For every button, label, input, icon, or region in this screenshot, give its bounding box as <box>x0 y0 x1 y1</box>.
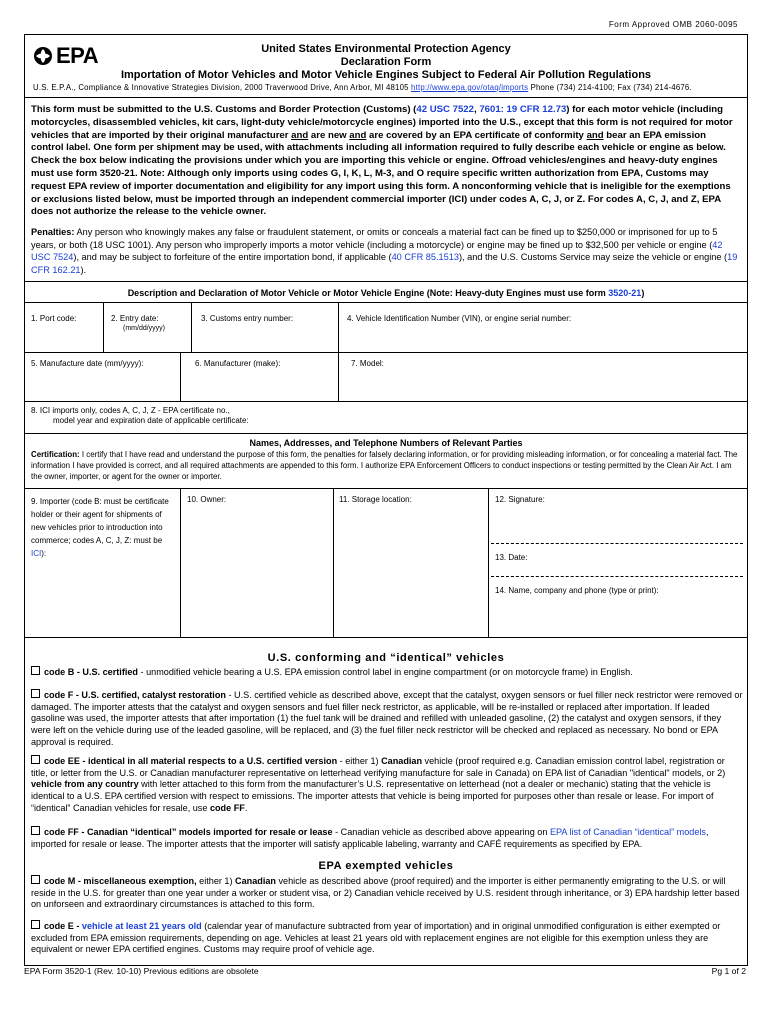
code-f-option: code F - U.S. certified, catalyst restoration - U.S. certified vehicle as described above, except that the catalyst, oxygen sensors or fuel filler neck restrictor were removed or damaged. The importer attests that the catalyst and oxygen sensors and fuel filler neck restrictor, as applicable, will be re-installed or replaced after importation. If leaded gasoline was used, the importer attests that after importation (1) the fuel tank will be drained and refilled with unleaded gasoline, (2) the catalyst and oxygen sensors, if they were left on the vehicle during use of the leaded gasoline, will be replaced, and (3) the fuel filler neck restrictor will be checked and replaced as necessary. No bond or EPA approval is required. <box>31 690 743 747</box>
usc-7524-link[interactable]: 42 USC 7524 <box>31 239 723 263</box>
model-field[interactable]: 7. Model: <box>351 359 384 368</box>
names-section-title: Names, Addresses, and Telephone Numbers of Relevant Parties <box>249 438 523 448</box>
canadian-identical-list-link[interactable]: EPA list of Canadian “identical” models <box>549 827 706 837</box>
form-subject: Importation of Motor Vehicles and Motor Vehicle Engines Subject to Federal Air Pollution Regulations <box>120 69 652 81</box>
code-ff-checkbox[interactable] <box>31 826 40 835</box>
code-f-checkbox[interactable] <box>31 689 40 698</box>
signature-field[interactable]: 12. Signature: <box>495 495 545 504</box>
certification-paragraph: Certification: I certify that I have read and understand the purpose of this form, the penalties for falsely declaring information, or for providing misleading information, or for concealing a material fact. The information I have provided is correct, and all required attachments are appended to this form. I authorize EPA Enforcement Officers to conduct inspections or testing permitted by the Clean Air Act. I am the owner, importer, or agent for the owner or importer. <box>31 450 738 481</box>
imports-url-link[interactable]: http://www.epa.gov/otaq/imports <box>411 83 529 92</box>
form-page <box>24 34 748 966</box>
code-ee-option: code EE - identical in all material respects to a U.S. certified version - either 1) Canadian vehicle (proof required e.g. Canadian emission control label, registration or title, or letter from the U.S. or Canadian manufacturer representative on letterhead verifying manufacture for sale in Canada) on EPA list of Canadian "identical" models, or 2) vehicle from any country with letter attached to this form from the manufacturer’s U.S. representative on letterhead (not a dealer or mechanic) stating that the vehicle is identical to a U.S. EPA certified version with respect to emissions. The importer attests that vehicle is being imported for purposes other than resale or lease. For import of “identical” Canadian vehicles for resale, use code FF. <box>31 756 726 813</box>
vehicle-21-years-link[interactable]: vehicle at least 21 years old <box>81 921 202 931</box>
conforming-section-title: U.S. conforming and “identical” vehicles <box>267 652 505 664</box>
penalties-paragraph: Penalties: Any person who knowingly makes any false or fraudulent statement, or omits or conceals a material fact can be fined up to $250,000 or imprisoned for up to 5 years, or both (18 USC 1001). Any person who improperly imports a motor vehicle (including a motorcycle) or engine may be fined up to $32,500 per vehicle or engine (42 USC 7524), and may be subject to forfeiture of the entire importation bond, if applicable (40 CFR 85.1513), and the U.S. Customs Service may seize the vehicle or engine (19 CFR 162.21). <box>31 227 738 275</box>
code-m-checkbox[interactable] <box>31 875 40 884</box>
divider <box>25 401 747 402</box>
entry-date-field[interactable]: 2. Entry date: <box>111 314 159 323</box>
code-e-checkbox[interactable] <box>31 920 40 929</box>
date-field[interactable]: 13. Date: <box>495 553 528 562</box>
exempted-section-title: EPA exempted vehicles <box>318 860 454 872</box>
ici-certificate-field[interactable]: 8. ICI imports only, codes A, C, J, Z - EPA certificate no., <box>31 406 230 415</box>
port-code-field[interactable]: 1. Port code: <box>31 314 77 323</box>
vin-field[interactable]: 4. Vehicle Identification Number (VIN), or engine serial number: <box>347 314 572 323</box>
manufacturer-field[interactable]: 6. Manufacturer (make): <box>195 359 281 368</box>
code-b-option: code B - U.S. certified - unmodified vehicle bearing a U.S. EPA emission control label in engine compartment (or on motorcycle frame) in English. <box>31 666 743 679</box>
divider <box>25 302 747 303</box>
form-approved-number: Form Approved OMB 2060-0095 <box>608 20 738 29</box>
ici-certificate-field-line2: model year and expiration date of applicable certificate: <box>53 416 249 425</box>
address-text: U.S. E.P.A., Compliance & Innovative Strategies Division, 2000 Traverwood Drive, Ann Arbor, MI 48105 <box>33 83 409 92</box>
cfr-85-1513-link[interactable]: 40 CFR 85.1513 <box>391 252 459 263</box>
page-number: Pg 1 of 2 <box>711 966 746 976</box>
code-ee-checkbox[interactable] <box>31 755 40 764</box>
form-3520-21-link[interactable]: 3520-21 <box>608 288 642 298</box>
phone-fax: Phone (734) 214-4100; Fax (734) 214-4676. <box>530 83 692 92</box>
form-revision-footer: EPA Form 3520-1 (Rev. 10-10) Previous editions are obsolete <box>24 966 259 976</box>
ici-link[interactable]: ICI <box>31 549 42 558</box>
usc-7522-link[interactable]: 42 USC 7522 <box>416 104 474 115</box>
manufacture-date-field[interactable]: 5. Manufacture date (mm/yyyy): <box>31 359 144 368</box>
divider <box>25 97 747 98</box>
address-line <box>33 83 692 92</box>
description-section-title: Description and Declaration of Motor Vehicle or Motor Vehicle Engine (Note: Heavy-duty Engines must use form 3520-21) <box>127 288 645 298</box>
code-e-option: code E - vehicle at least 21 years old (calendar year of manufacture subtracted from year of importation) and in original unmodified configuration is either exempted or excluded from EPA emission requirements, depending on age. Vehicles at least 21 years old with replacement engines are not eligible for this exemption unless they are equivalent or newer EPA certified engines. Customs may require proof of vehicle age. <box>31 921 721 955</box>
customs-entry-number-field[interactable]: 3. Customs entry number: <box>201 314 294 323</box>
name-company-phone-field[interactable]: 14. Name, company and phone (type or print): <box>495 586 659 595</box>
divider <box>25 281 747 282</box>
intro-paragraph: This form must be submitted to the U.S. Customs and Border Protection (Customs) (42 USC 7522, 7601: 19 CFR 12.73) for each motor vehicle (including motorcycles, disassembled vehicles, kit cars, light-duty vehicle/motorcycle engines) imported into the U.S., except that this form is not required for motor vehicles that are imported by their original manufacturer and are new and are covered by an EPA certificate of conformity and bear an EPA emission control label. One form per shipment may be used, with attachments including all information required to fully describe each vehicle or engine as below. Check the box below indicating the provisions under which you are importing this vehicle or engine. Offroad vehicles/engines and heavy-duty engines must use form 3520-21. Note: Although only imports using codes G, I, K, L, M-3, and O require specific written authorization from EPA, Customs may request EPA review of importer documentation and eligibility for any import using this form. A nonconforming vehicle that is ineligible for the exemptions or exclusions listed below, must be imported through an independent commercial importer (ICI) under codes A, C, J, or Z. For codes A, C, J, and Z, EPA does not authorize the release to the vehicle owner. <box>31 104 733 218</box>
code-m-option: code M - miscellaneous exemption, either 1) Canadian vehicle as described above (proof required) and the importer is either permanently emigrating to the U.S. or will reside in the U.S. for greater than one year under a worker or student visa, or 2) Canadian vehicle received by U.S. resident through inheritance, or 3) EPA hardship letter based on unforseen and extraordinary circumstances is attached to this form. <box>31 876 740 910</box>
cfr-162-21-link[interactable]: 19 CFR 162.21 <box>31 252 738 275</box>
code-ff-option: code FF - Canadian “identical” models imported for resale or lease - Canadian vehicle as described above appearing on EPA list of Canadian “identical” models, imported for resale or lease. The importer attests that the importer will satisfy applicable labeling, warranty and CAFÉ requirements as specified by EPA. <box>31 827 709 849</box>
agency-title: United States Environmental Protection Agency <box>261 43 511 55</box>
owner-field[interactable]: 10. Owner: <box>187 495 227 504</box>
code-b-checkbox[interactable] <box>31 666 40 675</box>
usc-7601-link[interactable]: 7601 <box>479 104 501 115</box>
storage-location-field[interactable]: 11. Storage location: <box>339 495 412 504</box>
entry-date-format: (mm/dd/yyyy) <box>123 325 165 332</box>
form-title: Declaration Form <box>340 56 432 68</box>
divider <box>25 433 747 434</box>
divider <box>25 352 747 353</box>
divider <box>25 637 747 638</box>
cfr-12-73-link[interactable]: 19 CFR 12.73 <box>506 104 567 115</box>
logo-text: EPA <box>56 43 99 68</box>
divider <box>25 488 747 489</box>
importer-field[interactable]: 9. Importer (code B: must be certificate holder or their agent for shipments of new vehicles prior to introduction into commerce; codes A, C, J, Z: must be ICI): <box>31 497 169 558</box>
